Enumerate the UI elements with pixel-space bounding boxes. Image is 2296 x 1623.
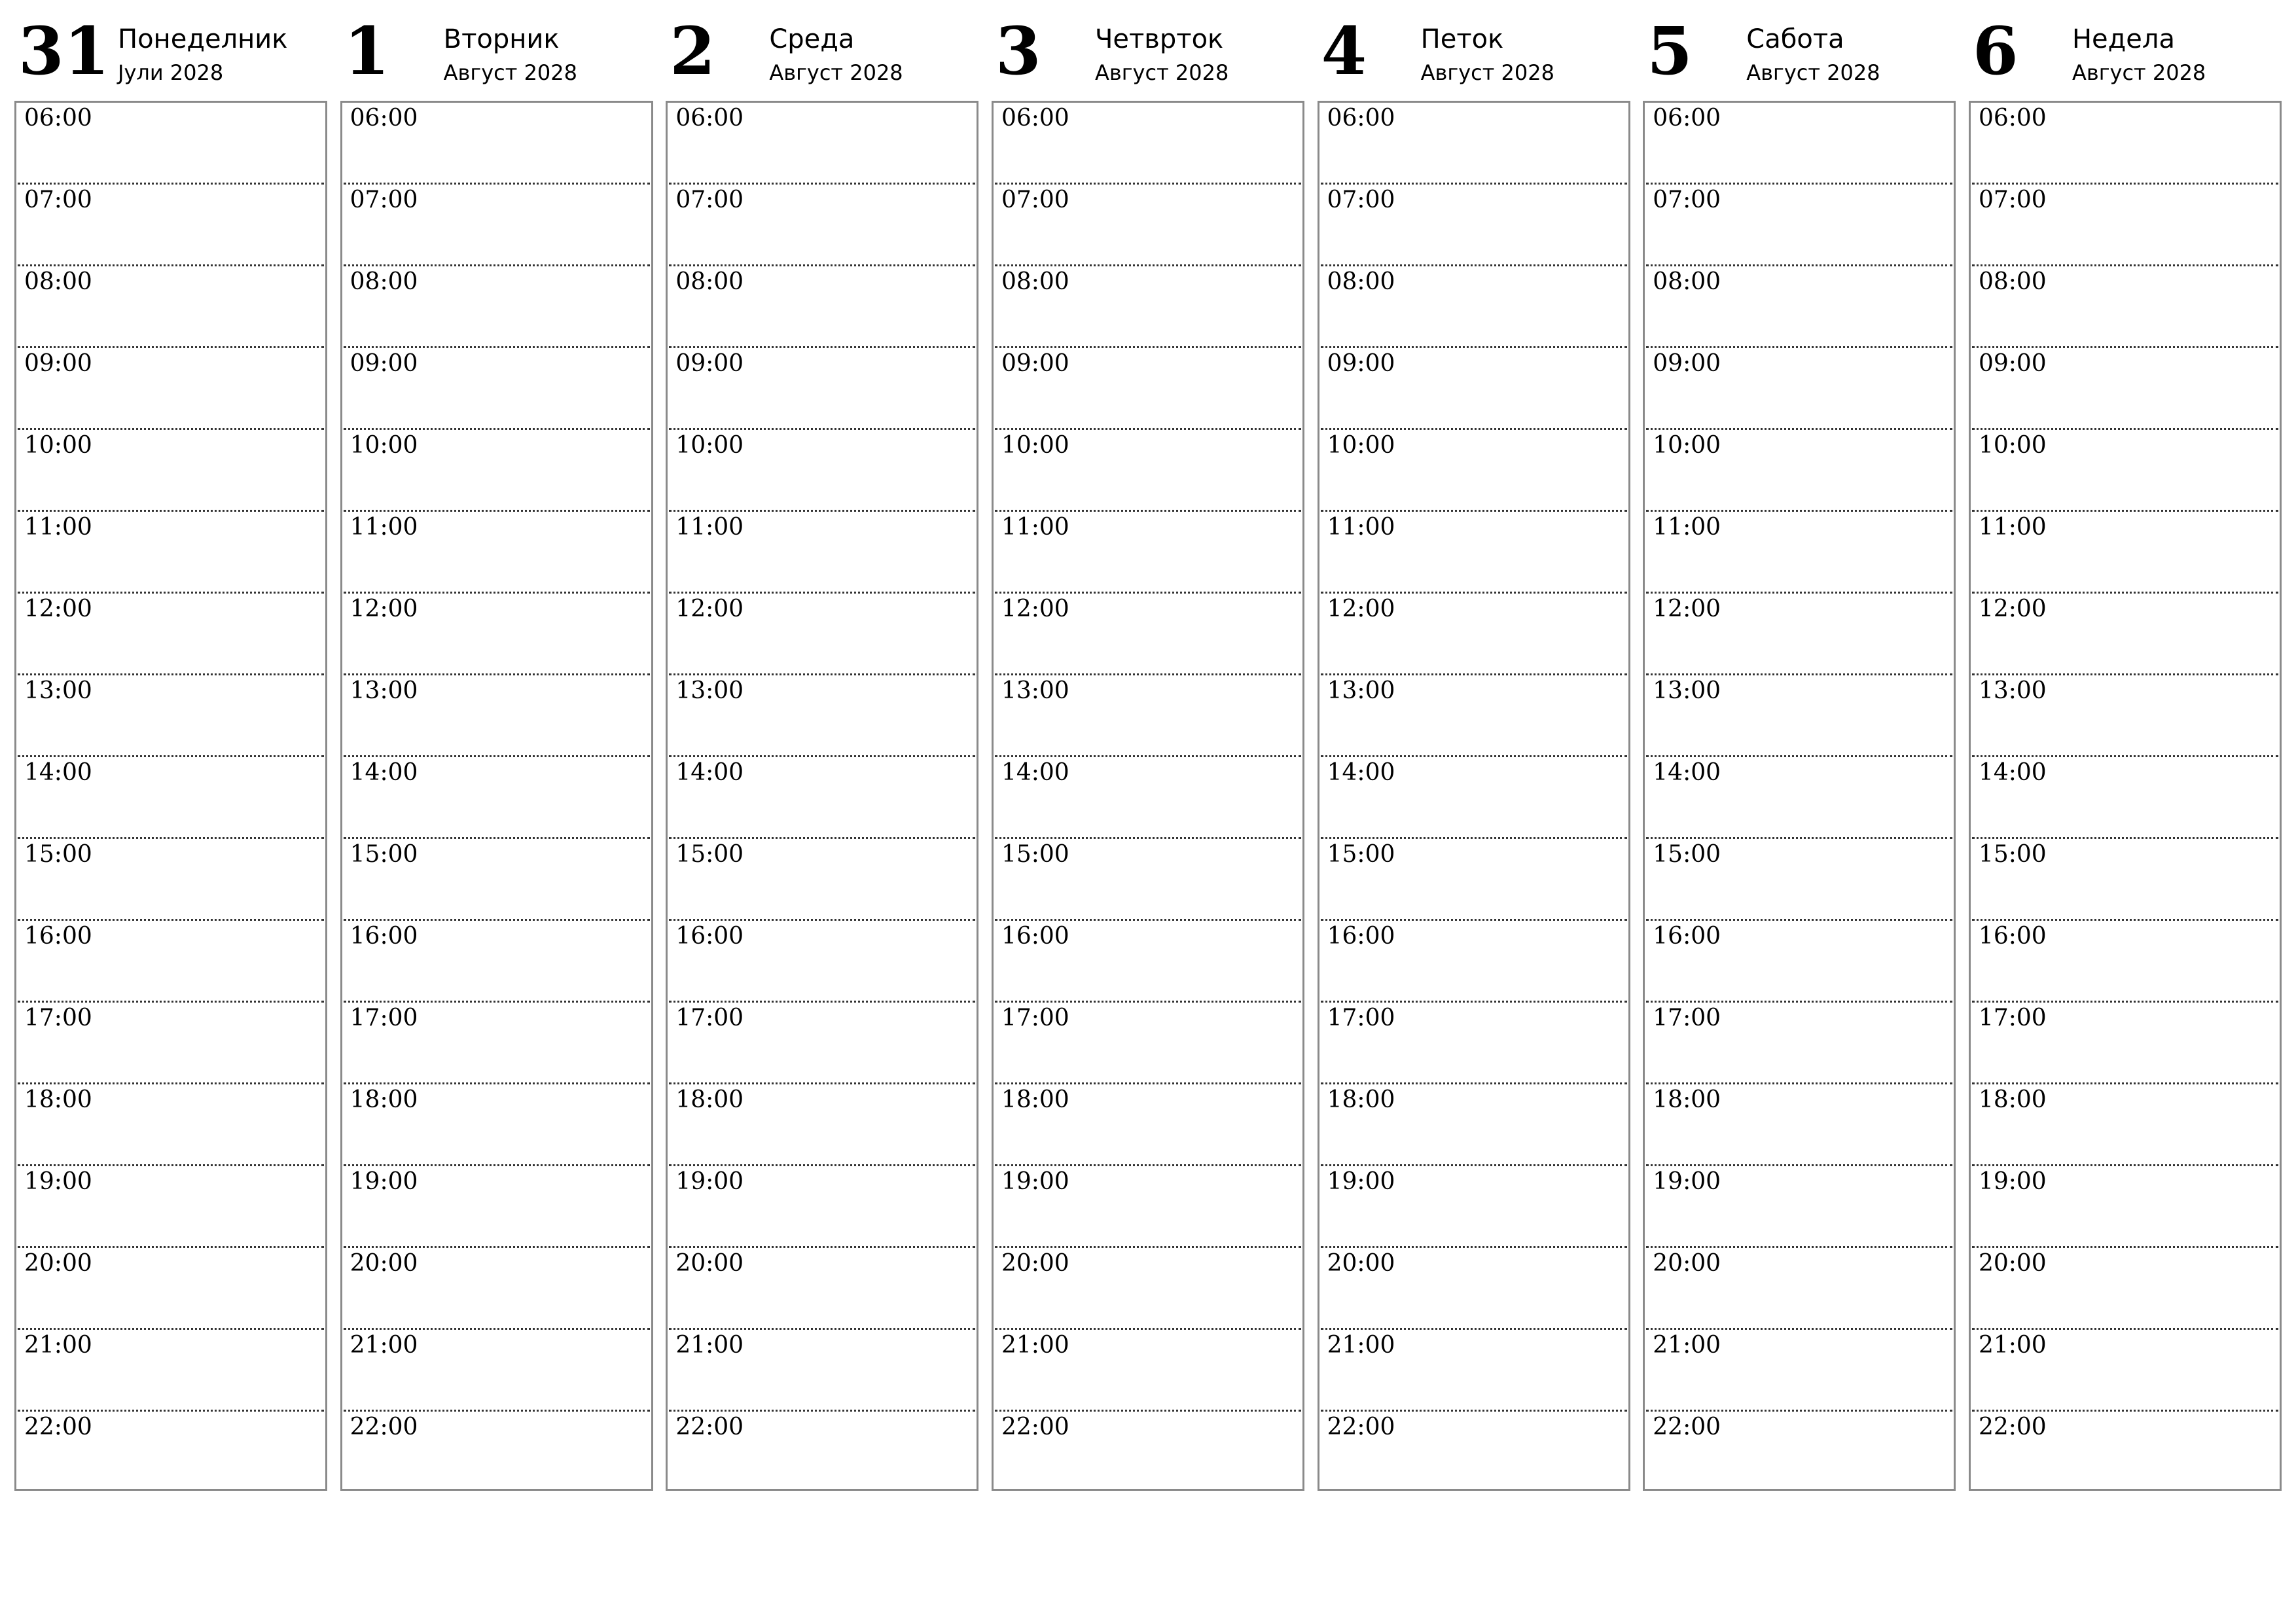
weekday-name: Четврток	[1094, 24, 1224, 54]
time-slot	[1646, 430, 1952, 512]
time-label: 10:00	[1653, 432, 1721, 459]
time-slot	[995, 1248, 1301, 1330]
day-schedule-box	[1643, 101, 1956, 1491]
day-number: 2	[670, 12, 715, 90]
time-label: 18:00	[675, 1086, 744, 1113]
time-label: 14:00	[1653, 759, 1721, 786]
time-slot	[1972, 266, 2278, 348]
time-label: 06:00	[1327, 105, 1395, 132]
time-slot	[18, 430, 324, 512]
day-number: 31	[18, 12, 110, 90]
time-label: 16:00	[350, 923, 418, 950]
time-label: 09:00	[1653, 350, 1721, 377]
time-label: 11:00	[1978, 514, 2047, 541]
time-label: 19:00	[350, 1168, 418, 1195]
weekday-name: Сабота	[1746, 24, 1844, 54]
time-slot	[1972, 1003, 2278, 1084]
time-slot	[1972, 1166, 2278, 1248]
time-label: 16:00	[24, 923, 92, 950]
time-label: 13:00	[24, 677, 92, 704]
time-label: 20:00	[24, 1250, 92, 1277]
time-slot	[669, 1166, 975, 1248]
time-slot	[18, 185, 324, 266]
time-slot	[1646, 185, 1952, 266]
time-label: 18:00	[1327, 1086, 1395, 1113]
time-slot	[1321, 1084, 1627, 1166]
time-label: 17:00	[675, 1005, 744, 1031]
time-label: 06:00	[1653, 105, 1721, 132]
time-slot	[1646, 757, 1952, 839]
time-label: 09:00	[1978, 350, 2047, 377]
time-slot	[995, 921, 1301, 1003]
time-label: 15:00	[350, 841, 418, 868]
time-slot	[344, 266, 650, 348]
time-label: 19:00	[1001, 1168, 1069, 1195]
time-label: 18:00	[1001, 1086, 1069, 1113]
time-slot	[18, 512, 324, 594]
time-slot	[1972, 921, 2278, 1003]
time-label: 12:00	[24, 596, 92, 622]
time-label: 21:00	[675, 1332, 744, 1359]
time-slot	[1972, 757, 2278, 839]
time-label: 10:00	[350, 432, 418, 459]
time-slot	[1646, 348, 1952, 430]
time-slot	[1972, 1248, 2278, 1330]
time-label: 06:00	[1001, 105, 1069, 132]
day-header	[1643, 13, 1956, 101]
weekday-name: Среда	[769, 24, 855, 54]
time-label: 20:00	[1653, 1250, 1721, 1277]
time-label: 06:00	[24, 105, 92, 132]
time-slot	[669, 185, 975, 266]
time-label: 22:00	[1653, 1414, 1721, 1440]
time-label: 21:00	[1001, 1332, 1069, 1359]
time-slot	[995, 266, 1301, 348]
time-slot	[1972, 675, 2278, 757]
month-year: Август 2028	[1094, 60, 1229, 85]
time-label: 07:00	[1978, 187, 2047, 213]
time-label: 08:00	[24, 268, 92, 295]
time-label: 15:00	[24, 841, 92, 868]
time-slot	[344, 594, 650, 675]
time-label: 07:00	[24, 187, 92, 213]
time-label: 06:00	[675, 105, 744, 132]
day-column	[1969, 13, 2282, 1491]
time-slot	[1972, 512, 2278, 594]
time-label: 12:00	[350, 596, 418, 622]
day-schedule-box	[1318, 101, 1630, 1491]
time-label: 11:00	[1001, 514, 1069, 541]
time-label: 21:00	[24, 1332, 92, 1359]
time-label: 12:00	[1978, 596, 2047, 622]
time-slot	[1321, 512, 1627, 594]
day-column	[1318, 13, 1630, 1491]
time-label: 08:00	[675, 268, 744, 295]
time-slot	[344, 430, 650, 512]
time-label: 09:00	[1327, 350, 1395, 377]
time-label: 14:00	[350, 759, 418, 786]
time-label: 10:00	[24, 432, 92, 459]
day-header	[340, 13, 653, 101]
day-column	[14, 13, 327, 1491]
time-slot	[344, 1248, 650, 1330]
time-slot	[1646, 512, 1952, 594]
time-label: 11:00	[350, 514, 418, 541]
weekly-planner	[14, 13, 2282, 1491]
time-label: 12:00	[1653, 596, 1721, 622]
time-label: 13:00	[1653, 677, 1721, 704]
time-slot	[995, 1166, 1301, 1248]
time-slot	[1321, 1330, 1627, 1412]
time-label: 12:00	[1001, 596, 1069, 622]
time-label: 09:00	[1001, 350, 1069, 377]
time-label: 07:00	[675, 187, 744, 213]
time-label: 22:00	[675, 1414, 744, 1440]
weekday-name: Вторник	[443, 24, 560, 54]
time-slot	[18, 1330, 324, 1412]
time-slot	[1972, 839, 2278, 921]
time-label: 22:00	[1978, 1414, 2047, 1440]
time-label: 21:00	[1978, 1332, 2047, 1359]
time-label: 15:00	[1978, 841, 2047, 868]
weekday-name: Понеделник	[118, 24, 288, 54]
time-slot	[995, 512, 1301, 594]
time-label: 11:00	[1327, 514, 1395, 541]
time-label: 15:00	[675, 841, 744, 868]
day-header	[1969, 13, 2282, 101]
time-slot	[344, 1003, 650, 1084]
time-slot	[18, 675, 324, 757]
time-slot	[18, 103, 324, 185]
time-slot	[344, 921, 650, 1003]
time-label: 17:00	[1327, 1005, 1395, 1031]
time-slot	[669, 1248, 975, 1330]
time-slot	[18, 266, 324, 348]
day-column	[666, 13, 978, 1491]
month-year: Јули 2028	[118, 60, 224, 85]
time-label: 20:00	[1978, 1250, 2047, 1277]
month-year: Август 2028	[443, 60, 577, 85]
time-label: 13:00	[1327, 677, 1395, 704]
time-slot	[344, 1084, 650, 1166]
time-label: 20:00	[1327, 1250, 1395, 1277]
day-header	[666, 13, 978, 101]
time-slot	[669, 103, 975, 185]
day-column	[340, 13, 653, 1491]
time-slot	[344, 348, 650, 430]
time-label: 09:00	[350, 350, 418, 377]
time-slot	[1321, 1166, 1627, 1248]
time-slot	[1972, 594, 2278, 675]
time-slot	[1321, 1412, 1627, 1489]
time-slot	[669, 1330, 975, 1412]
time-slot	[995, 185, 1301, 266]
month-year: Август 2028	[1420, 60, 1554, 85]
month-year: Август 2028	[1746, 60, 1880, 85]
time-label: 11:00	[675, 514, 744, 541]
time-label: 07:00	[1001, 187, 1069, 213]
time-label: 10:00	[1001, 432, 1069, 459]
time-label: 14:00	[1327, 759, 1395, 786]
time-slot	[18, 1166, 324, 1248]
time-label: 18:00	[1978, 1086, 2047, 1113]
time-label: 21:00	[1327, 1332, 1395, 1359]
time-slot	[669, 348, 975, 430]
time-label: 20:00	[1001, 1250, 1069, 1277]
day-header	[14, 13, 327, 101]
time-slot	[18, 1084, 324, 1166]
time-slot	[18, 921, 324, 1003]
time-label: 21:00	[1653, 1332, 1721, 1359]
time-label: 17:00	[24, 1005, 92, 1031]
time-label: 09:00	[24, 350, 92, 377]
weekday-name: Недела	[2072, 24, 2175, 54]
time-slot	[995, 675, 1301, 757]
time-slot	[669, 594, 975, 675]
time-label: 22:00	[1001, 1414, 1069, 1440]
time-slot	[1646, 266, 1952, 348]
time-slot	[18, 348, 324, 430]
time-slot	[1321, 1003, 1627, 1084]
time-label: 22:00	[24, 1414, 92, 1440]
time-label: 17:00	[350, 1005, 418, 1031]
time-slot	[1646, 839, 1952, 921]
time-label: 19:00	[1327, 1168, 1395, 1195]
weekday-name: Петок	[1420, 24, 1504, 54]
time-slot	[669, 1003, 975, 1084]
time-label: 19:00	[1653, 1168, 1721, 1195]
time-slot	[1321, 675, 1627, 757]
month-year: Август 2028	[2072, 60, 2206, 85]
time-slot	[1321, 594, 1627, 675]
time-label: 10:00	[1978, 432, 2047, 459]
time-slot	[1321, 103, 1627, 185]
time-slot	[669, 1412, 975, 1489]
time-slot	[995, 430, 1301, 512]
time-label: 15:00	[1327, 841, 1395, 868]
day-number: 6	[1972, 12, 2018, 90]
time-slot	[669, 757, 975, 839]
time-label: 13:00	[350, 677, 418, 704]
time-slot	[1972, 1330, 2278, 1412]
day-header	[1318, 13, 1630, 101]
time-slot	[1972, 1412, 2278, 1489]
time-slot	[344, 103, 650, 185]
time-slot	[669, 512, 975, 594]
time-slot	[669, 839, 975, 921]
time-slot	[1972, 1084, 2278, 1166]
time-slot	[18, 594, 324, 675]
time-slot	[344, 1412, 650, 1489]
time-slot	[1646, 1003, 1952, 1084]
time-label: 08:00	[1978, 268, 2047, 295]
time-label: 06:00	[350, 105, 418, 132]
day-schedule-box	[666, 101, 978, 1491]
time-label: 08:00	[350, 268, 418, 295]
time-label: 22:00	[350, 1414, 418, 1440]
time-slot	[669, 430, 975, 512]
time-slot	[18, 1412, 324, 1489]
time-label: 20:00	[350, 1250, 418, 1277]
time-label: 13:00	[1978, 677, 2047, 704]
time-label: 09:00	[675, 350, 744, 377]
time-label: 07:00	[1327, 187, 1395, 213]
time-slot	[669, 266, 975, 348]
time-label: 07:00	[1653, 187, 1721, 213]
time-label: 19:00	[24, 1168, 92, 1195]
time-slot	[344, 1166, 650, 1248]
time-label: 16:00	[1327, 923, 1395, 950]
time-slot	[995, 594, 1301, 675]
time-label: 18:00	[24, 1086, 92, 1113]
time-slot	[344, 839, 650, 921]
time-label: 17:00	[1653, 1005, 1721, 1031]
time-slot	[669, 1084, 975, 1166]
day-number: 3	[995, 12, 1041, 90]
time-label: 20:00	[675, 1250, 744, 1277]
time-label: 12:00	[675, 596, 744, 622]
time-label: 22:00	[1327, 1414, 1395, 1440]
time-slot	[18, 839, 324, 921]
time-label: 16:00	[1653, 923, 1721, 950]
time-slot	[995, 103, 1301, 185]
time-label: 07:00	[350, 187, 418, 213]
time-slot	[1321, 1248, 1627, 1330]
time-label: 16:00	[1978, 923, 2047, 950]
time-slot	[1646, 103, 1952, 185]
time-label: 14:00	[1001, 759, 1069, 786]
time-slot	[995, 1330, 1301, 1412]
time-slot	[1646, 594, 1952, 675]
day-column	[992, 13, 1304, 1491]
time-label: 14:00	[24, 759, 92, 786]
time-slot	[344, 1330, 650, 1412]
time-slot	[995, 839, 1301, 921]
time-label: 08:00	[1001, 268, 1069, 295]
day-schedule-box	[14, 101, 327, 1491]
time-slot	[1646, 1330, 1952, 1412]
time-slot	[1972, 185, 2278, 266]
time-slot	[18, 1003, 324, 1084]
time-label: 14:00	[675, 759, 744, 786]
time-slot	[1646, 1084, 1952, 1166]
day-schedule-box	[340, 101, 653, 1491]
time-label: 17:00	[1978, 1005, 2047, 1031]
day-header	[992, 13, 1304, 101]
day-schedule-box	[992, 101, 1304, 1491]
time-slot	[1646, 1412, 1952, 1489]
time-slot	[669, 921, 975, 1003]
time-label: 19:00	[1978, 1168, 2047, 1195]
time-slot	[1646, 921, 1952, 1003]
time-label: 17:00	[1001, 1005, 1069, 1031]
time-label: 18:00	[350, 1086, 418, 1113]
time-slot	[1321, 430, 1627, 512]
time-slot	[1321, 185, 1627, 266]
time-slot	[1321, 757, 1627, 839]
time-slot	[1321, 266, 1627, 348]
time-slot	[995, 1084, 1301, 1166]
time-label: 10:00	[675, 432, 744, 459]
time-slot	[344, 512, 650, 594]
time-label: 12:00	[1327, 596, 1395, 622]
day-number: 1	[344, 12, 390, 90]
day-number: 4	[1321, 12, 1367, 90]
time-label: 18:00	[1653, 1086, 1721, 1113]
time-slot	[18, 1248, 324, 1330]
time-label: 21:00	[350, 1332, 418, 1359]
time-slot	[1972, 103, 2278, 185]
time-slot	[995, 1003, 1301, 1084]
time-label: 13:00	[1001, 677, 1069, 704]
time-slot	[1321, 839, 1627, 921]
time-slot	[1646, 675, 1952, 757]
time-slot	[1972, 348, 2278, 430]
time-label: 13:00	[675, 677, 744, 704]
time-label: 14:00	[1978, 759, 2047, 786]
time-slot	[1646, 1166, 1952, 1248]
day-column	[1643, 13, 1956, 1491]
time-label: 15:00	[1653, 841, 1721, 868]
time-slot	[1972, 430, 2278, 512]
time-label: 11:00	[1653, 514, 1721, 541]
day-number: 5	[1647, 12, 1693, 90]
time-slot	[344, 185, 650, 266]
time-slot	[995, 1412, 1301, 1489]
time-label: 16:00	[1001, 923, 1069, 950]
time-label: 10:00	[1327, 432, 1395, 459]
time-slot	[344, 757, 650, 839]
time-label: 08:00	[1653, 268, 1721, 295]
time-slot	[995, 757, 1301, 839]
month-year: Август 2028	[769, 60, 903, 85]
day-schedule-box	[1969, 101, 2282, 1491]
time-slot	[344, 675, 650, 757]
time-slot	[1321, 921, 1627, 1003]
time-slot	[995, 348, 1301, 430]
time-slot	[1646, 1248, 1952, 1330]
time-label: 15:00	[1001, 841, 1069, 868]
time-label: 16:00	[675, 923, 744, 950]
time-label: 19:00	[675, 1168, 744, 1195]
time-label: 11:00	[24, 514, 92, 541]
time-slot	[669, 675, 975, 757]
time-label: 08:00	[1327, 268, 1395, 295]
time-slot	[18, 757, 324, 839]
time-slot	[1321, 348, 1627, 430]
time-label: 06:00	[1978, 105, 2047, 132]
